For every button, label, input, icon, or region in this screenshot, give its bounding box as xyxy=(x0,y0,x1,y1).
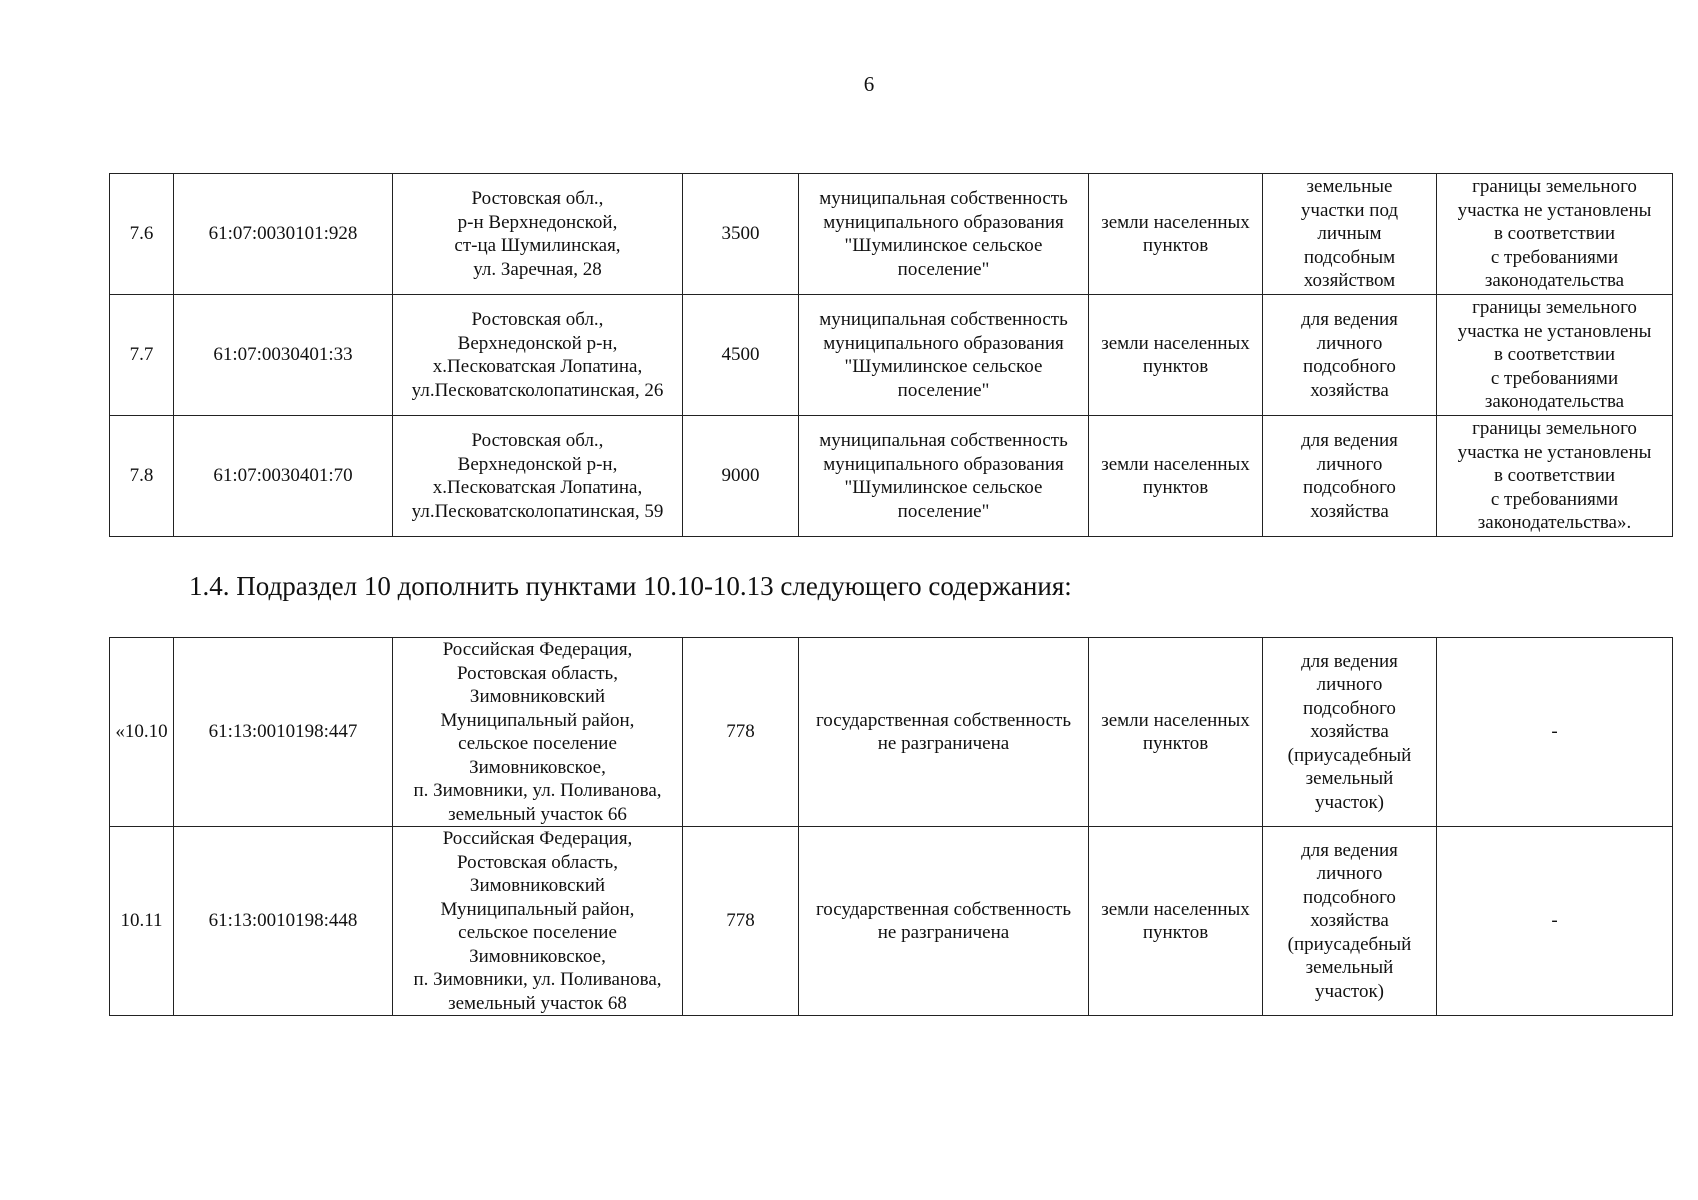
ownership-cell: муниципальная собственность муниципального образования "Шумилинское сельское поселение" xyxy=(799,174,1089,295)
land-category-cell: земли населенных пунктов xyxy=(1089,416,1263,537)
row-number-cell: 7.8 xyxy=(110,416,174,537)
land-category-cell: земли населенных пунктов xyxy=(1089,638,1263,827)
address-cell: Ростовская обл., Верхнедонской р-н, х.Песковатская Лопатина, ул.Песковатсколопатинская, 26 xyxy=(393,295,683,416)
table-row xyxy=(110,638,1673,827)
address-cell: Ростовская обл., р-н Верхнедонской, ст-ца Шумилинская, ул. Заречная, 28 xyxy=(393,174,683,295)
area-cell: 778 xyxy=(683,638,799,827)
address-cell: Российская Федерация, Ростовская область, Зимовниковский Муниципальный район, сельское поселение Зимовниковское, п. Зимовники, ул. Поливанова, земельный участок 66 xyxy=(393,638,683,827)
note-cell: - xyxy=(1437,827,1673,1016)
note-cell: границы земельного участка не установлены в соответствии с требованиями законодательства xyxy=(1437,174,1673,295)
cadastral-number-cell: 61:07:0030401:33 xyxy=(174,295,393,416)
land-category-cell: земли населенных пунктов xyxy=(1089,827,1263,1016)
section-heading: 1.4. Подраздел 10 дополнить пунктами 10.10-10.13 следующего содержания: xyxy=(189,571,1072,601)
land-category-cell: земли населенных пунктов xyxy=(1089,174,1263,295)
note-cell: границы земельного участка не установлены в соответствии с требованиями законодательства». xyxy=(1437,416,1673,537)
page-number: 6 xyxy=(863,72,875,96)
land-plots-table-subsection-7 xyxy=(109,173,1673,537)
note-cell: границы земельного участка не установлены в соответствии с требованиями законодательства xyxy=(1437,295,1673,416)
cadastral-number-cell: 61:13:0010198:447 xyxy=(174,638,393,827)
land-plots-table-subsection-10 xyxy=(109,637,1673,1016)
note-cell: - xyxy=(1437,638,1673,827)
row-number-cell: 10.11 xyxy=(110,827,174,1016)
address-cell: Ростовская обл., Верхнедонской р-н, х.Песковатская Лопатина, ул.Песковатсколопатинская, 59 xyxy=(393,416,683,537)
permitted-use-cell: для ведения личного подсобного хозяйства xyxy=(1263,295,1437,416)
area-cell: 3500 xyxy=(683,174,799,295)
area-cell: 9000 xyxy=(683,416,799,537)
cadastral-number-cell: 61:07:0030101:928 xyxy=(174,174,393,295)
ownership-cell: государственная собственность не разграничена xyxy=(799,638,1089,827)
row-number-cell: «10.10 xyxy=(110,638,174,827)
area-cell: 778 xyxy=(683,827,799,1016)
table-row xyxy=(110,174,1673,295)
ownership-cell: муниципальная собственность муниципального образования "Шумилинское сельское поселение" xyxy=(799,295,1089,416)
cadastral-number-cell: 61:13:0010198:448 xyxy=(174,827,393,1016)
permitted-use-cell: для ведения личного подсобного хозяйства (приусадебный земельный участок) xyxy=(1263,638,1437,827)
permitted-use-cell: для ведения личного подсобного хозяйства (приусадебный земельный участок) xyxy=(1263,827,1437,1016)
cadastral-number-cell: 61:07:0030401:70 xyxy=(174,416,393,537)
ownership-cell: государственная собственность не разграничена xyxy=(799,827,1089,1016)
row-number-cell: 7.6 xyxy=(110,174,174,295)
ownership-cell: муниципальная собственность муниципального образования "Шумилинское сельское поселение" xyxy=(799,416,1089,537)
row-number-cell: 7.7 xyxy=(110,295,174,416)
area-cell: 4500 xyxy=(683,295,799,416)
table-row xyxy=(110,416,1673,537)
table-row xyxy=(110,827,1673,1016)
permitted-use-cell: земельные участки под личным подсобным хозяйством xyxy=(1263,174,1437,295)
address-cell: Российская Федерация, Ростовская область, Зимовниковский Муниципальный район, сельское поселение Зимовниковское, п. Зимовники, ул. Поливанова, земельный участок 68 xyxy=(393,827,683,1016)
land-category-cell: земли населенных пунктов xyxy=(1089,295,1263,416)
permitted-use-cell: для ведения личного подсобного хозяйства xyxy=(1263,416,1437,537)
table-row xyxy=(110,295,1673,416)
